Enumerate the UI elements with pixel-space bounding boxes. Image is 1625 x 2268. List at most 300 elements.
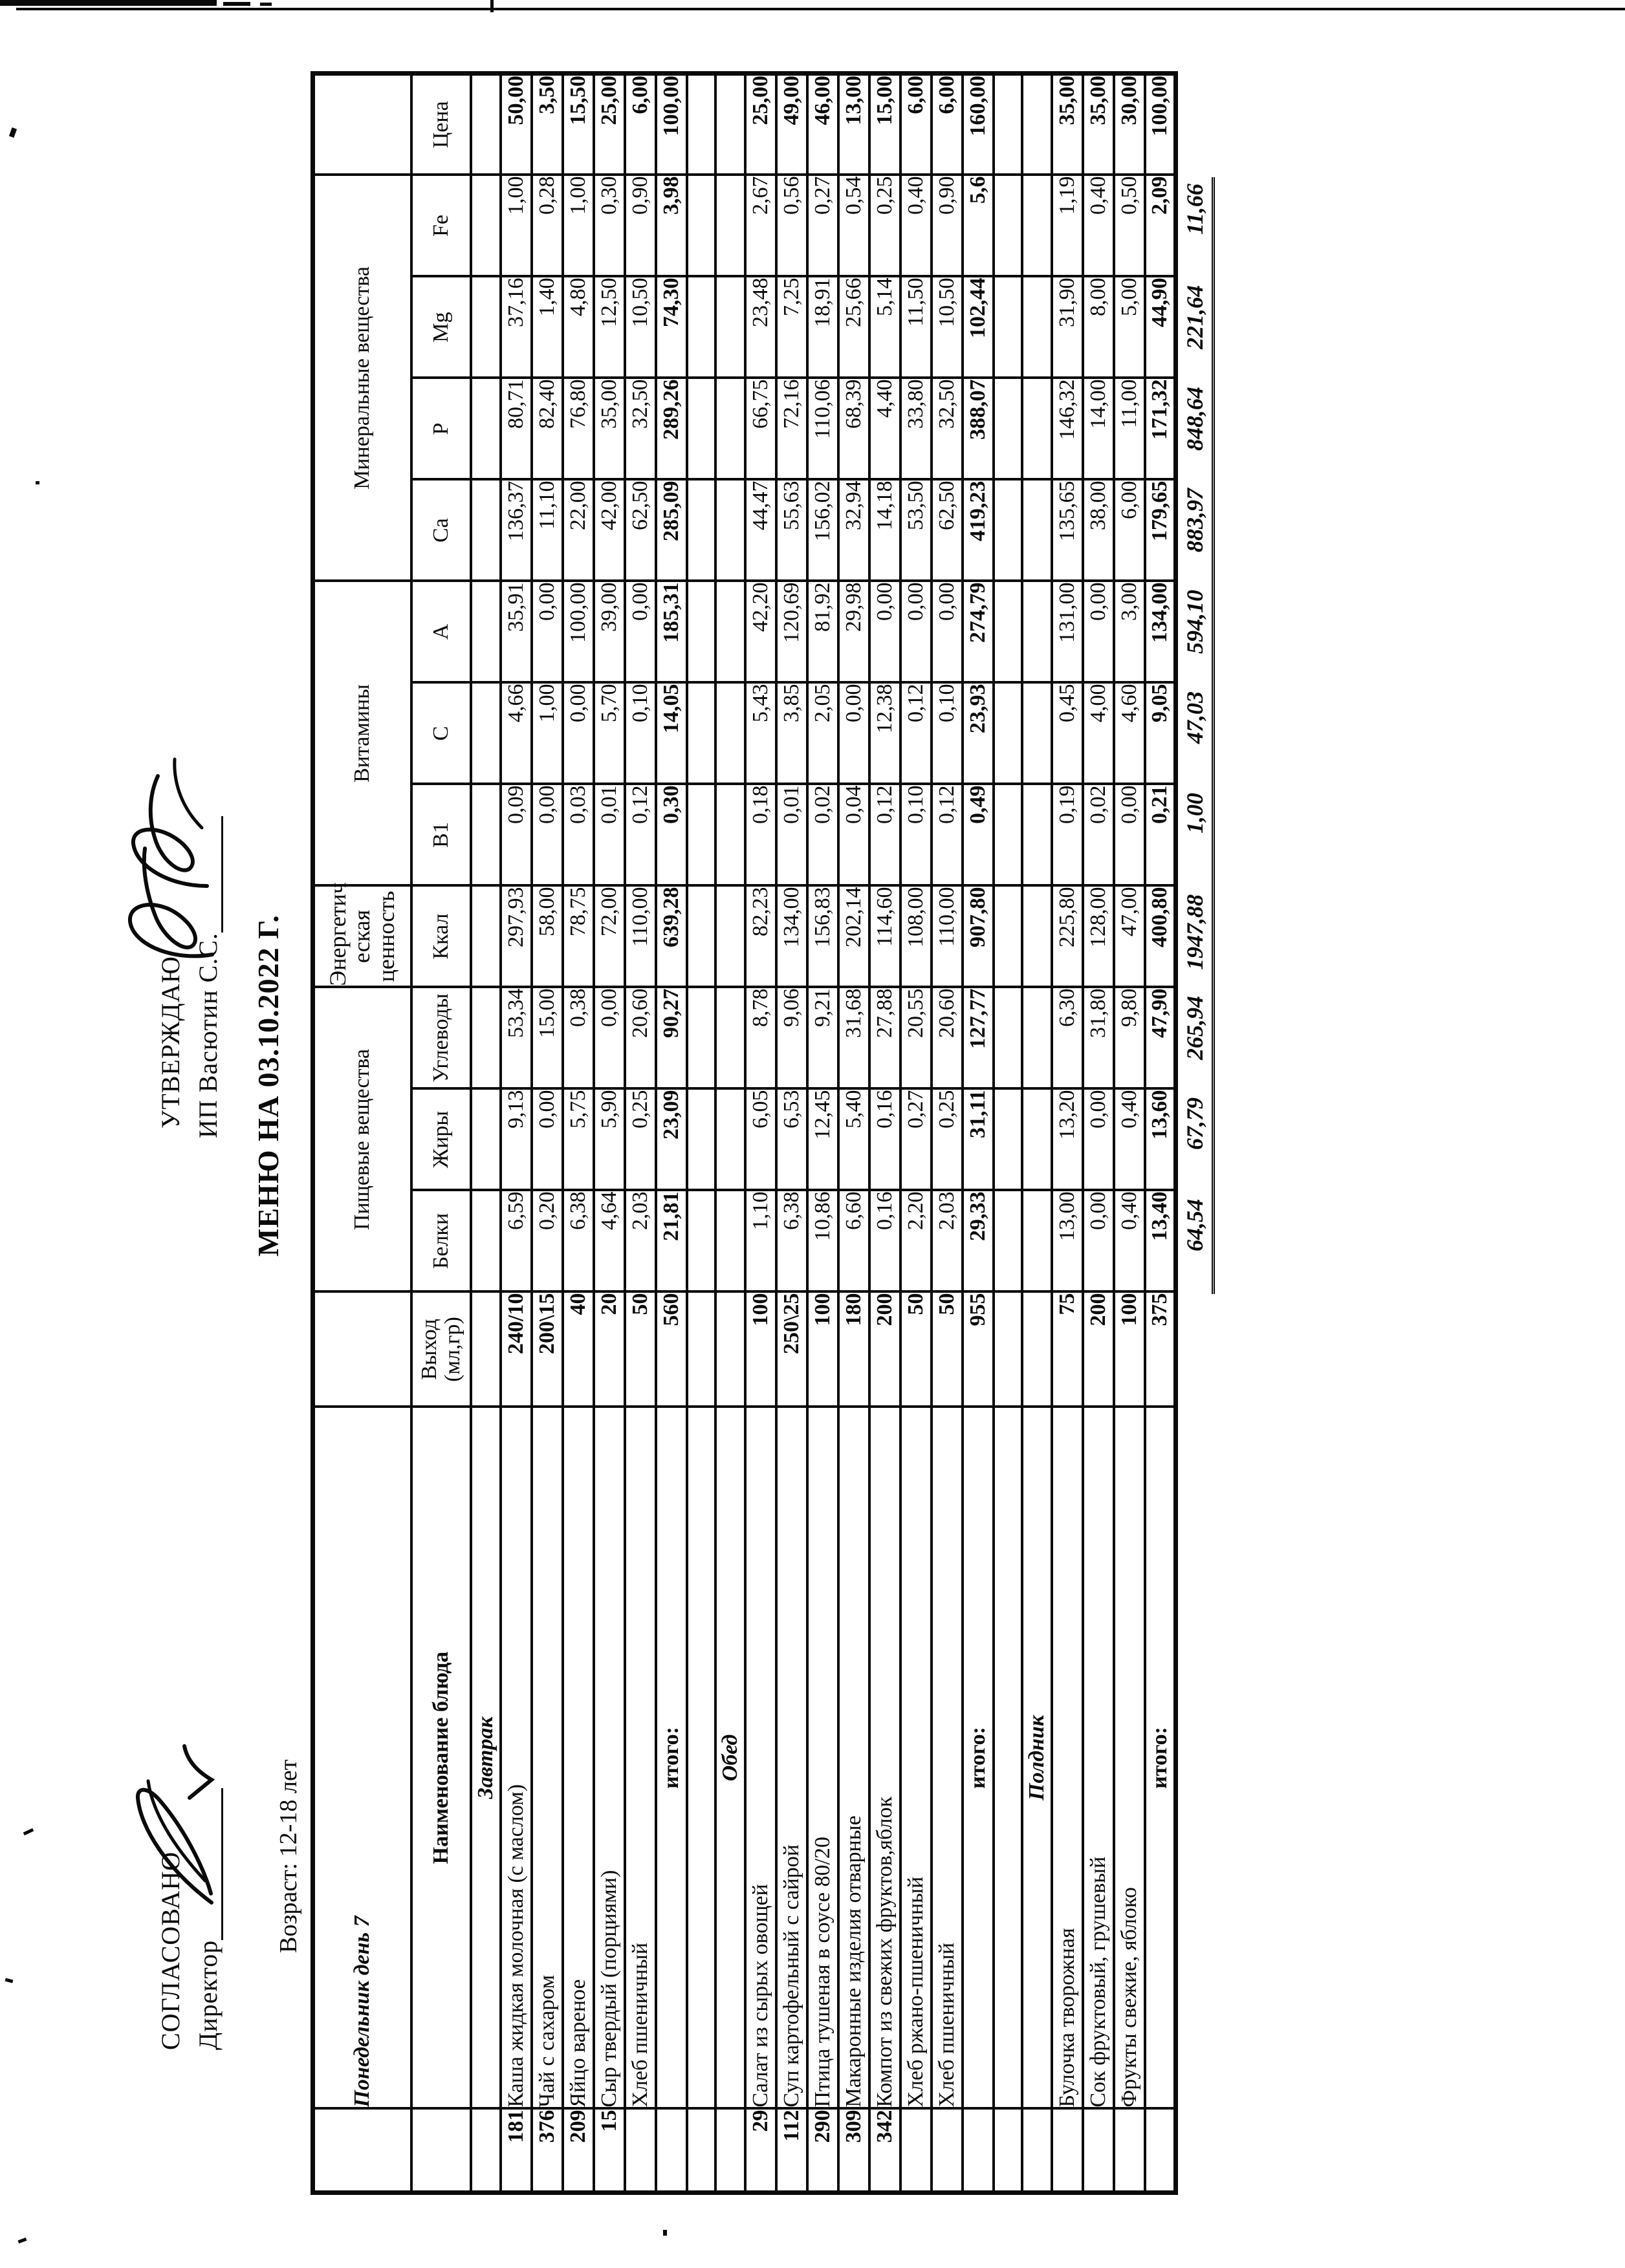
group-header-row xyxy=(313,73,411,2192)
empty-cell xyxy=(994,2109,1022,2193)
dish-p-cell: 32,50 xyxy=(625,378,656,479)
dish-p-cell: 32,50 xyxy=(932,378,963,479)
dish-ca-cell: 6,00 xyxy=(1114,479,1145,581)
dish-b1-cell: 0,01 xyxy=(594,784,625,885)
dish-name-cell: Каша жидкая молочная (с маслом) xyxy=(501,1407,532,2109)
empty-cell xyxy=(687,2109,715,2193)
dish-number-cell xyxy=(1114,2109,1145,2193)
age-note: Возраст: 12-18 лет xyxy=(275,1759,302,1953)
dish-number-cell: 15 xyxy=(594,2109,625,2193)
empty-cell xyxy=(471,885,501,987)
dish-number-cell: 376 xyxy=(532,2109,563,2193)
dish-belki-cell: 1,10 xyxy=(745,1191,776,1292)
dish-row xyxy=(594,73,625,2192)
total-uglevody-cell: 127,77 xyxy=(963,987,994,1088)
scan-artifact-speck xyxy=(36,481,39,484)
empty-cell xyxy=(1022,276,1052,378)
dish-c-cell: 5,70 xyxy=(594,682,625,784)
zhiry-column-header: Жиры xyxy=(411,1089,471,1191)
empty-cell xyxy=(994,1407,1022,2109)
grand-total-zhiry: 67,79 xyxy=(1181,1091,1215,1193)
dish-price-cell: 3,50 xyxy=(532,73,563,175)
dish-p-cell: 80,71 xyxy=(501,378,532,479)
empty-cell xyxy=(1022,1292,1052,1407)
dish-uglevody-cell: 20,60 xyxy=(625,987,656,1088)
dish-belki-cell: 6,60 xyxy=(838,1191,869,1292)
group-energy: Энергетич еская ценность xyxy=(313,885,411,987)
total-p-cell: 171,32 xyxy=(1145,378,1176,479)
dish-a-cell: 0,00 xyxy=(625,581,656,682)
dish-c-cell: 2,05 xyxy=(807,682,838,784)
empty-cell xyxy=(715,479,745,581)
price-column-header: Цена xyxy=(411,73,471,175)
dish-ca-cell: 38,00 xyxy=(1083,479,1114,581)
total-mg-cell: 102,44 xyxy=(963,276,994,378)
dish-price-cell: 13,00 xyxy=(838,73,869,175)
dish-number-cell: 209 xyxy=(563,2109,594,2193)
empty-cell xyxy=(687,1191,715,1292)
dish-zhiry-cell: 6,53 xyxy=(776,1089,807,1191)
empty-cell xyxy=(994,682,1022,784)
dish-uglevody-cell: 9,06 xyxy=(776,987,807,1088)
dish-name-cell: Компот из свежих фруктов,яблок xyxy=(869,1407,900,2109)
dish-belki-cell: 0,00 xyxy=(1083,1191,1114,1292)
dish-fe-cell: 0,90 xyxy=(625,175,656,276)
dish-belki-cell: 10,86 xyxy=(807,1191,838,1292)
empty-cell xyxy=(1022,73,1052,175)
empty-cell xyxy=(715,1089,745,1191)
dish-uglevody-cell: 20,55 xyxy=(900,987,932,1088)
dish-name-cell: Сок фруктовый, грушевый xyxy=(1083,1407,1114,2109)
empty-cell xyxy=(1022,1191,1052,1292)
dish-c-cell: 0,12 xyxy=(900,682,932,784)
empty-cell xyxy=(471,1089,501,1191)
dish-mg-cell: 10,50 xyxy=(625,276,656,378)
dish-fe-cell: 0,40 xyxy=(1083,175,1114,276)
dish-c-cell: 1,00 xyxy=(532,682,563,784)
empty-cell xyxy=(687,885,715,987)
dish-ca-cell: 53,50 xyxy=(900,479,932,581)
day-header-cell: Понедельник день 7 xyxy=(313,1407,411,2109)
dish-a-cell: 0,00 xyxy=(900,581,932,682)
dish-number-cell: 290 xyxy=(807,2109,838,2193)
dish-out-cell: 40 xyxy=(563,1292,594,1407)
dish-p-cell: 110,06 xyxy=(807,378,838,479)
empty-cell xyxy=(994,276,1022,378)
uglevody-column-header: Углеводы xyxy=(411,987,471,1088)
dish-ca-cell: 55,63 xyxy=(776,479,807,581)
total-belki-cell: 29,33 xyxy=(963,1191,994,1292)
total-num-cell xyxy=(1145,2109,1176,2193)
empty-cell xyxy=(994,73,1022,175)
dish-p-cell: 82,40 xyxy=(532,378,563,479)
dish-a-cell: 0,00 xyxy=(1083,581,1114,682)
empty-cell xyxy=(1022,784,1052,885)
dish-mg-cell: 7,25 xyxy=(776,276,807,378)
dish-belki-cell: 6,38 xyxy=(776,1191,807,1292)
dish-fe-cell: 0,25 xyxy=(869,175,900,276)
dish-price-cell: 35,00 xyxy=(1052,73,1083,175)
empty-cell xyxy=(471,479,501,581)
empty-cell xyxy=(715,175,745,276)
dish-belki-cell: 0,40 xyxy=(1114,1191,1145,1292)
total-fe-cell: 2,09 xyxy=(1145,175,1176,276)
dish-mg-cell: 8,00 xyxy=(1083,276,1114,378)
empty-cell xyxy=(471,73,501,175)
empty-cell xyxy=(1022,581,1052,682)
total-out-cell: 560 xyxy=(656,1292,687,1407)
name-column-header: Наименование блюда xyxy=(411,1407,471,2109)
total-c-cell: 9,05 xyxy=(1145,682,1176,784)
dish-c-cell: 0,00 xyxy=(563,682,594,784)
dish-b1-cell: 0,18 xyxy=(745,784,776,885)
dish-belki-cell: 4,64 xyxy=(594,1191,625,1292)
dish-p-cell: 146,32 xyxy=(1052,378,1083,479)
empty-cell xyxy=(994,987,1022,1088)
num-group-cell xyxy=(313,2109,411,2193)
dish-kkal-cell: 128,00 xyxy=(1083,885,1114,987)
total-kkal-cell: 400,80 xyxy=(1145,885,1176,987)
dish-number-cell xyxy=(900,2109,932,2193)
section-header-row xyxy=(1022,73,1052,2192)
dish-p-cell: 35,00 xyxy=(594,378,625,479)
dish-row xyxy=(776,73,807,2192)
agreed-label: СОГЛАСОВАНО xyxy=(156,1851,185,2050)
total-zhiry-cell: 23,09 xyxy=(656,1089,687,1191)
kkal-column-header: Ккал xyxy=(411,885,471,987)
dish-ca-cell: 62,50 xyxy=(625,479,656,581)
dish-c-cell: 0,10 xyxy=(932,682,963,784)
dish-belki-cell: 13,00 xyxy=(1052,1191,1083,1292)
dish-out-cell: 180 xyxy=(838,1292,869,1407)
dish-fe-cell: 0,40 xyxy=(900,175,932,276)
dish-a-cell: 35,91 xyxy=(501,581,532,682)
dish-mg-cell: 12,50 xyxy=(594,276,625,378)
dish-price-cell: 50,00 xyxy=(501,73,532,175)
dish-number-cell: 29 xyxy=(745,2109,776,2193)
empty-cell xyxy=(1022,987,1052,1088)
total-mg-cell: 44,90 xyxy=(1145,276,1176,378)
page-title: МЕНЮ НА 03.10.2022 Г. xyxy=(252,914,285,1257)
dish-c-cell: 5,43 xyxy=(745,682,776,784)
dish-fe-cell: 0,27 xyxy=(807,175,838,276)
scan-artifact-speck xyxy=(663,2230,667,2236)
empty-cell xyxy=(715,682,745,784)
empty-cell xyxy=(994,175,1022,276)
fe-column-header: Fe xyxy=(411,175,471,276)
total-b1-cell: 0,21 xyxy=(1145,784,1176,885)
dish-ca-cell: 22,00 xyxy=(563,479,594,581)
dish-ca-cell: 135,65 xyxy=(1052,479,1083,581)
dish-row xyxy=(501,73,532,2192)
dish-belki-cell: 2,03 xyxy=(625,1191,656,1292)
total-zhiry-cell: 13,60 xyxy=(1145,1089,1176,1191)
dish-b1-cell: 0,19 xyxy=(1052,784,1083,885)
dish-kkal-cell: 47,00 xyxy=(1114,885,1145,987)
dish-kkal-cell: 134,00 xyxy=(776,885,807,987)
dish-p-cell: 72,16 xyxy=(776,378,807,479)
dish-a-cell: 39,00 xyxy=(594,581,625,682)
total-label-cell: итого: xyxy=(656,1407,687,2109)
dish-out-cell: 50 xyxy=(625,1292,656,1407)
dish-belki-cell: 0,20 xyxy=(532,1191,563,1292)
dish-price-cell: 25,00 xyxy=(745,73,776,175)
empty-cell xyxy=(1022,1089,1052,1191)
dish-p-cell: 11,00 xyxy=(1114,378,1145,479)
b1-column-header: B1 xyxy=(411,784,471,885)
dish-mg-cell: 37,16 xyxy=(501,276,532,378)
grand-total-a: 594,10 xyxy=(1181,583,1215,685)
dish-name-cell: Яйцо вареное xyxy=(563,1407,594,2109)
total-ca-cell: 179,65 xyxy=(1145,479,1176,581)
dish-price-cell: 35,00 xyxy=(1083,73,1114,175)
dish-number-cell xyxy=(1083,2109,1114,2193)
dish-belki-cell: 2,20 xyxy=(900,1191,932,1292)
dish-b1-cell: 0,02 xyxy=(1083,784,1114,885)
dish-price-cell: 49,00 xyxy=(776,73,807,175)
dish-price-cell: 46,00 xyxy=(807,73,838,175)
dish-uglevody-cell: 8,78 xyxy=(745,987,776,1088)
dish-mg-cell: 10,50 xyxy=(932,276,963,378)
empty-cell xyxy=(471,987,501,1088)
empty-cell xyxy=(687,987,715,1088)
empty-cell xyxy=(994,885,1022,987)
grand-total-fe: 11,66 xyxy=(1181,177,1215,279)
dish-number-cell xyxy=(1052,2109,1083,2193)
dish-ca-cell: 62,50 xyxy=(932,479,963,581)
dish-uglevody-cell: 9,21 xyxy=(807,987,838,1088)
approved-label: УТВЕРЖДАЮ xyxy=(156,956,185,1129)
dish-p-cell: 66,75 xyxy=(745,378,776,479)
out-group-cell xyxy=(313,1292,411,1407)
dish-ca-cell: 14,18 xyxy=(869,479,900,581)
total-mg-cell: 74,30 xyxy=(656,276,687,378)
dish-zhiry-cell: 0,40 xyxy=(1114,1089,1145,1191)
dish-c-cell: 0,10 xyxy=(625,682,656,784)
dish-out-cell: 100 xyxy=(1114,1292,1145,1407)
grand-total-mg: 221,64 xyxy=(1181,279,1215,380)
section-name-cell: Завтрак xyxy=(471,1407,501,2109)
total-num-cell xyxy=(963,2109,994,2193)
dish-zhiry-cell: 5,90 xyxy=(594,1089,625,1191)
scan-artifact-dash xyxy=(260,3,272,6)
dish-kkal-cell: 225,80 xyxy=(1052,885,1083,987)
total-price-cell: 160,00 xyxy=(963,73,994,175)
dish-belki-cell: 0,16 xyxy=(869,1191,900,1292)
dish-mg-cell: 5,00 xyxy=(1114,276,1145,378)
empty-cell xyxy=(994,479,1022,581)
a-column-header: A xyxy=(411,581,471,682)
empty-cell xyxy=(994,1191,1022,1292)
total-p-cell: 388,07 xyxy=(963,378,994,479)
grand-total-b1: 1,00 xyxy=(1181,786,1215,888)
approver-signature xyxy=(116,751,230,965)
dish-zhiry-cell: 5,40 xyxy=(838,1089,869,1191)
dish-uglevody-cell: 6,30 xyxy=(1052,987,1083,1088)
dish-row xyxy=(1083,73,1114,2192)
dish-a-cell: 42,20 xyxy=(745,581,776,682)
dish-a-cell: 100,00 xyxy=(563,581,594,682)
dish-uglevody-cell: 27,88 xyxy=(869,987,900,1088)
dish-kkal-cell: 82,23 xyxy=(745,885,776,987)
dish-belki-cell: 6,59 xyxy=(501,1191,532,1292)
price-group-cell xyxy=(313,73,411,175)
dish-fe-cell: 1,00 xyxy=(501,175,532,276)
empty-cell xyxy=(687,1292,715,1407)
out-column-header: Выход (мл,гр) xyxy=(411,1292,471,1407)
dish-b1-cell: 0,03 xyxy=(563,784,594,885)
dish-out-cell: 200 xyxy=(1083,1292,1114,1407)
grand-total-belki: 64,54 xyxy=(1181,1193,1215,1294)
dish-fe-cell: 0,90 xyxy=(932,175,963,276)
dish-a-cell: 120,69 xyxy=(776,581,807,682)
dish-p-cell: 76,80 xyxy=(563,378,594,479)
dish-uglevody-cell: 0,38 xyxy=(563,987,594,1088)
section-total-row xyxy=(1145,73,1176,2192)
dish-row xyxy=(838,73,869,2192)
total-c-cell: 14,05 xyxy=(656,682,687,784)
dish-p-cell: 68,39 xyxy=(838,378,869,479)
empty-cell xyxy=(715,581,745,682)
empty-cell xyxy=(471,378,501,479)
grand-total-c: 47,03 xyxy=(1181,685,1215,786)
dish-kkal-cell: 108,00 xyxy=(900,885,932,987)
empty-cell xyxy=(1022,175,1052,276)
empty-cell xyxy=(715,1191,745,1292)
group-minerals: Минеральные вещества xyxy=(313,175,411,581)
total-a-cell: 185,31 xyxy=(656,581,687,682)
mg-column-header: Mg xyxy=(411,276,471,378)
dish-number-cell: 112 xyxy=(776,2109,807,2193)
dish-name-cell: Хлеб ржано-пшеничный xyxy=(900,1407,932,2109)
empty-cell xyxy=(687,175,715,276)
dish-mg-cell: 11,50 xyxy=(900,276,932,378)
dish-uglevody-cell: 53,34 xyxy=(501,987,532,1088)
dish-zhiry-cell: 0,27 xyxy=(900,1089,932,1191)
total-a-cell: 134,00 xyxy=(1145,581,1176,682)
dish-zhiry-cell: 0,25 xyxy=(625,1089,656,1191)
empty-cell xyxy=(1022,682,1052,784)
director-signature xyxy=(133,1734,226,1909)
scan-artifact-dash xyxy=(223,2,250,6)
empty-cell xyxy=(715,885,745,987)
section-total-row xyxy=(656,73,687,2192)
empty-cell xyxy=(715,784,745,885)
empty-cell xyxy=(1022,885,1052,987)
empty-cell xyxy=(471,784,501,885)
approved-name: ИП Васютин С.С. xyxy=(193,933,223,1138)
empty-cell xyxy=(687,581,715,682)
dish-kkal-cell: 110,00 xyxy=(932,885,963,987)
empty-cell xyxy=(471,581,501,682)
empty-cell xyxy=(715,276,745,378)
total-ca-cell: 419,23 xyxy=(963,479,994,581)
dish-name-cell: Макаронные изделия отварные xyxy=(838,1407,869,2109)
group-food: Пищевые вещества xyxy=(313,987,411,1291)
spacer-row xyxy=(994,73,1022,2192)
dish-uglevody-cell: 0,00 xyxy=(594,987,625,1088)
dish-ca-cell: 156,02 xyxy=(807,479,838,581)
empty-cell xyxy=(687,73,715,175)
dish-number-cell xyxy=(932,2109,963,2193)
empty-cell xyxy=(1022,479,1052,581)
dish-row xyxy=(900,73,932,2192)
dish-c-cell: 4,60 xyxy=(1114,682,1145,784)
dish-b1-cell: 0,01 xyxy=(776,784,807,885)
dish-price-cell: 25,00 xyxy=(594,73,625,175)
dish-b1-cell: 0,12 xyxy=(932,784,963,885)
total-b1-cell: 0,49 xyxy=(963,784,994,885)
scan-artifact-top-bar xyxy=(0,0,217,6)
dish-fe-cell: 1,00 xyxy=(563,175,594,276)
dish-name-cell: Фрукты свежие, яблоко xyxy=(1114,1407,1145,2109)
dish-kkal-cell: 110,00 xyxy=(625,885,656,987)
dish-out-cell: 100 xyxy=(807,1292,838,1407)
dish-number-cell xyxy=(625,2109,656,2193)
dish-out-cell: 200\15 xyxy=(532,1292,563,1407)
dish-kkal-cell: 297,93 xyxy=(501,885,532,987)
section-header-row xyxy=(471,73,501,2192)
dish-zhiry-cell: 12,45 xyxy=(807,1089,838,1191)
dish-belki-cell: 6,38 xyxy=(563,1191,594,1292)
empty-cell xyxy=(471,175,501,276)
dish-belki-cell: 2,03 xyxy=(932,1191,963,1292)
dish-ca-cell: 32,94 xyxy=(838,479,869,581)
dish-c-cell: 0,45 xyxy=(1052,682,1083,784)
dish-fe-cell: 0,30 xyxy=(594,175,625,276)
empty-cell xyxy=(715,73,745,175)
total-p-cell: 289,26 xyxy=(656,378,687,479)
dish-price-cell: 6,00 xyxy=(625,73,656,175)
menu-table xyxy=(311,71,1178,2195)
grand-total-ca: 883,97 xyxy=(1181,482,1215,583)
total-label-cell: итого: xyxy=(963,1407,994,2109)
dish-zhiry-cell: 0,00 xyxy=(532,1089,563,1191)
section-num-cell xyxy=(1022,2109,1052,2193)
dish-c-cell: 3,85 xyxy=(776,682,807,784)
dish-kkal-cell: 58,00 xyxy=(532,885,563,987)
dish-fe-cell: 2,67 xyxy=(745,175,776,276)
empty-cell xyxy=(994,1089,1022,1191)
empty-cell xyxy=(715,987,745,1088)
dish-row xyxy=(1052,73,1083,2192)
total-kkal-cell: 907,80 xyxy=(963,885,994,987)
spacer-row xyxy=(687,73,715,2192)
empty-cell xyxy=(687,1089,715,1191)
empty-cell xyxy=(687,276,715,378)
dish-kkal-cell: 72,00 xyxy=(594,885,625,987)
ca-column-header: Ca xyxy=(411,479,471,581)
dish-number-cell: 181 xyxy=(501,2109,532,2193)
dish-row xyxy=(532,73,563,2192)
dish-name-cell: Чай с сахаром xyxy=(532,1407,563,2109)
total-b1-cell: 0,30 xyxy=(656,784,687,885)
dish-b1-cell: 0,12 xyxy=(625,784,656,885)
dish-zhiry-cell: 0,16 xyxy=(869,1089,900,1191)
scan-artifact-top-line xyxy=(16,8,1625,10)
dish-zhiry-cell: 9,13 xyxy=(501,1089,532,1191)
dish-kkal-cell: 114,60 xyxy=(869,885,900,987)
empty-cell xyxy=(687,784,715,885)
dish-mg-cell: 5,14 xyxy=(869,276,900,378)
dish-fe-cell: 0,56 xyxy=(776,175,807,276)
dish-uglevody-cell: 9,80 xyxy=(1114,987,1145,1088)
dish-row xyxy=(563,73,594,2192)
dish-out-cell: 20 xyxy=(594,1292,625,1407)
dish-a-cell: 131,00 xyxy=(1052,581,1083,682)
dish-out-cell: 100 xyxy=(745,1292,776,1407)
total-zhiry-cell: 31,11 xyxy=(963,1089,994,1191)
